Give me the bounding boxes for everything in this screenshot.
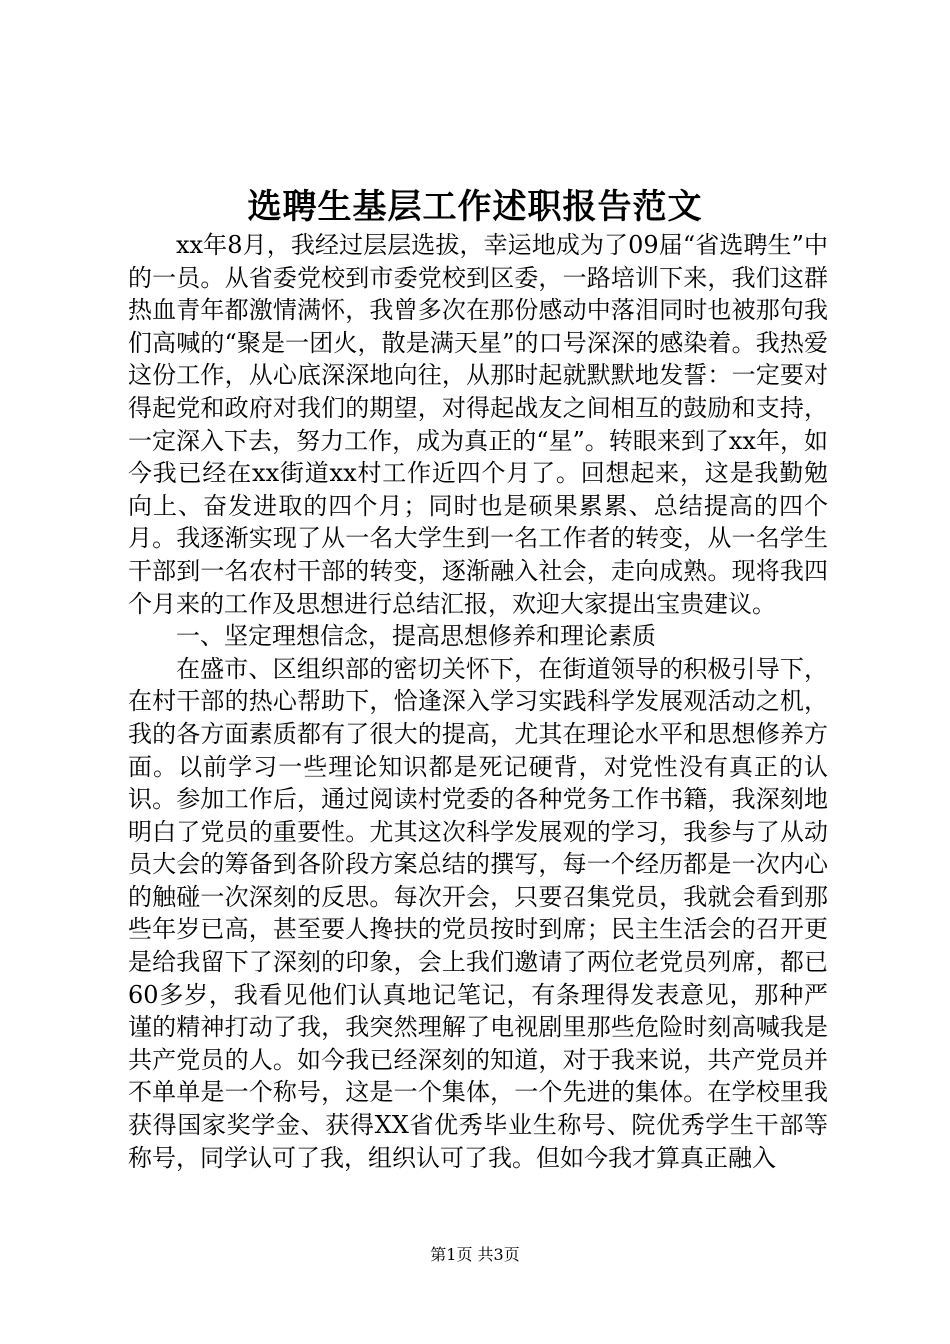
paragraph-section-one: 在盛市、区组织部的密切关怀下，在街道领导的积极引导下，在村干部的热心帮助下，恰逢深入学习实践科学发展观活动之机，我的各方面素质都有了很大的提高，尤其在理论水平和思想修养方面。以前学习一些理论知识都是死记硬背，对党性没有真正的认识。参加工作后，通过阅读村党委的各种党务工作书籍，我深刻地明白了党员的重要性。尤其这次科学发展观的学习，我参与了从动员大会的筹备到各阶段方案总结的撰写，每一个经历都是一次内心的触碰一次深刻的反思。每次开会，只要召集党员，我就会看到那些年岁已高，甚至要人搀扶的党员按时到席；民主生活会的召开更是给我留下了深刻的印象，会上我们邀请了两位老党员列席，都已60多岁，我看见他们认真地记笔记，有条理得发表意见，那种严谨的精神打动了我，我突然理解了电视剧里那些危险时刻高喊我是共产党员的人。如今我已经深刻的知道，对于我来说，共产党员并不单单是一个称号，这是一个集体，一个先进的集体。在学校里我获得国家奖学金、获得XX省优秀毕业生称号、院优秀学生干部等称号，同学认可了我，组织认可了我。但如今我才算真正融入 — [128, 654, 828, 1172]
paragraph-intro: xx年8月，我经过层层选拔，幸运地成为了09届“省选聘生”中的一员。从省委党校到市委党校到区委，一路培训下来，我们这群热血青年都激情满怀，我曾多次在那份感动中落泪同时也被那句我们高喊的“聚是一团火，散是满天星”的口号深深的感染着。我热爱这份工作，从心底深深地向往，从那时起就默默地发誓：一定要对得起党和政府对我们的期望，对得起战友之间相互的鼓励和支持，一定深入下去，努力工作，成为真正的“星”。转眼来到了xx年，如今我已经在xx街道xx村工作近四个月了。回想起来，这是我勤勉向上、奋发进取的四个月；同时也是硕果累累、总结提高的四个月。我逐渐实现了从一名大学生到一名工作者的转变，从一名学生干部到一名农村干部的转变，逐渐融入社会，走向成熟。现将我四个月来的工作及思想进行总结汇报，欢迎大家提出宝贵建议。 — [128, 231, 828, 618]
document-body — [128, 229, 828, 1174]
section-heading: 一、坚定理想信念，提高思想修养和理论素质 — [176, 622, 656, 651]
page-footer: 第1页 共3页 — [430, 1245, 520, 1264]
document-title: 选聘生基层工作述职报告范文 — [247, 187, 703, 227]
